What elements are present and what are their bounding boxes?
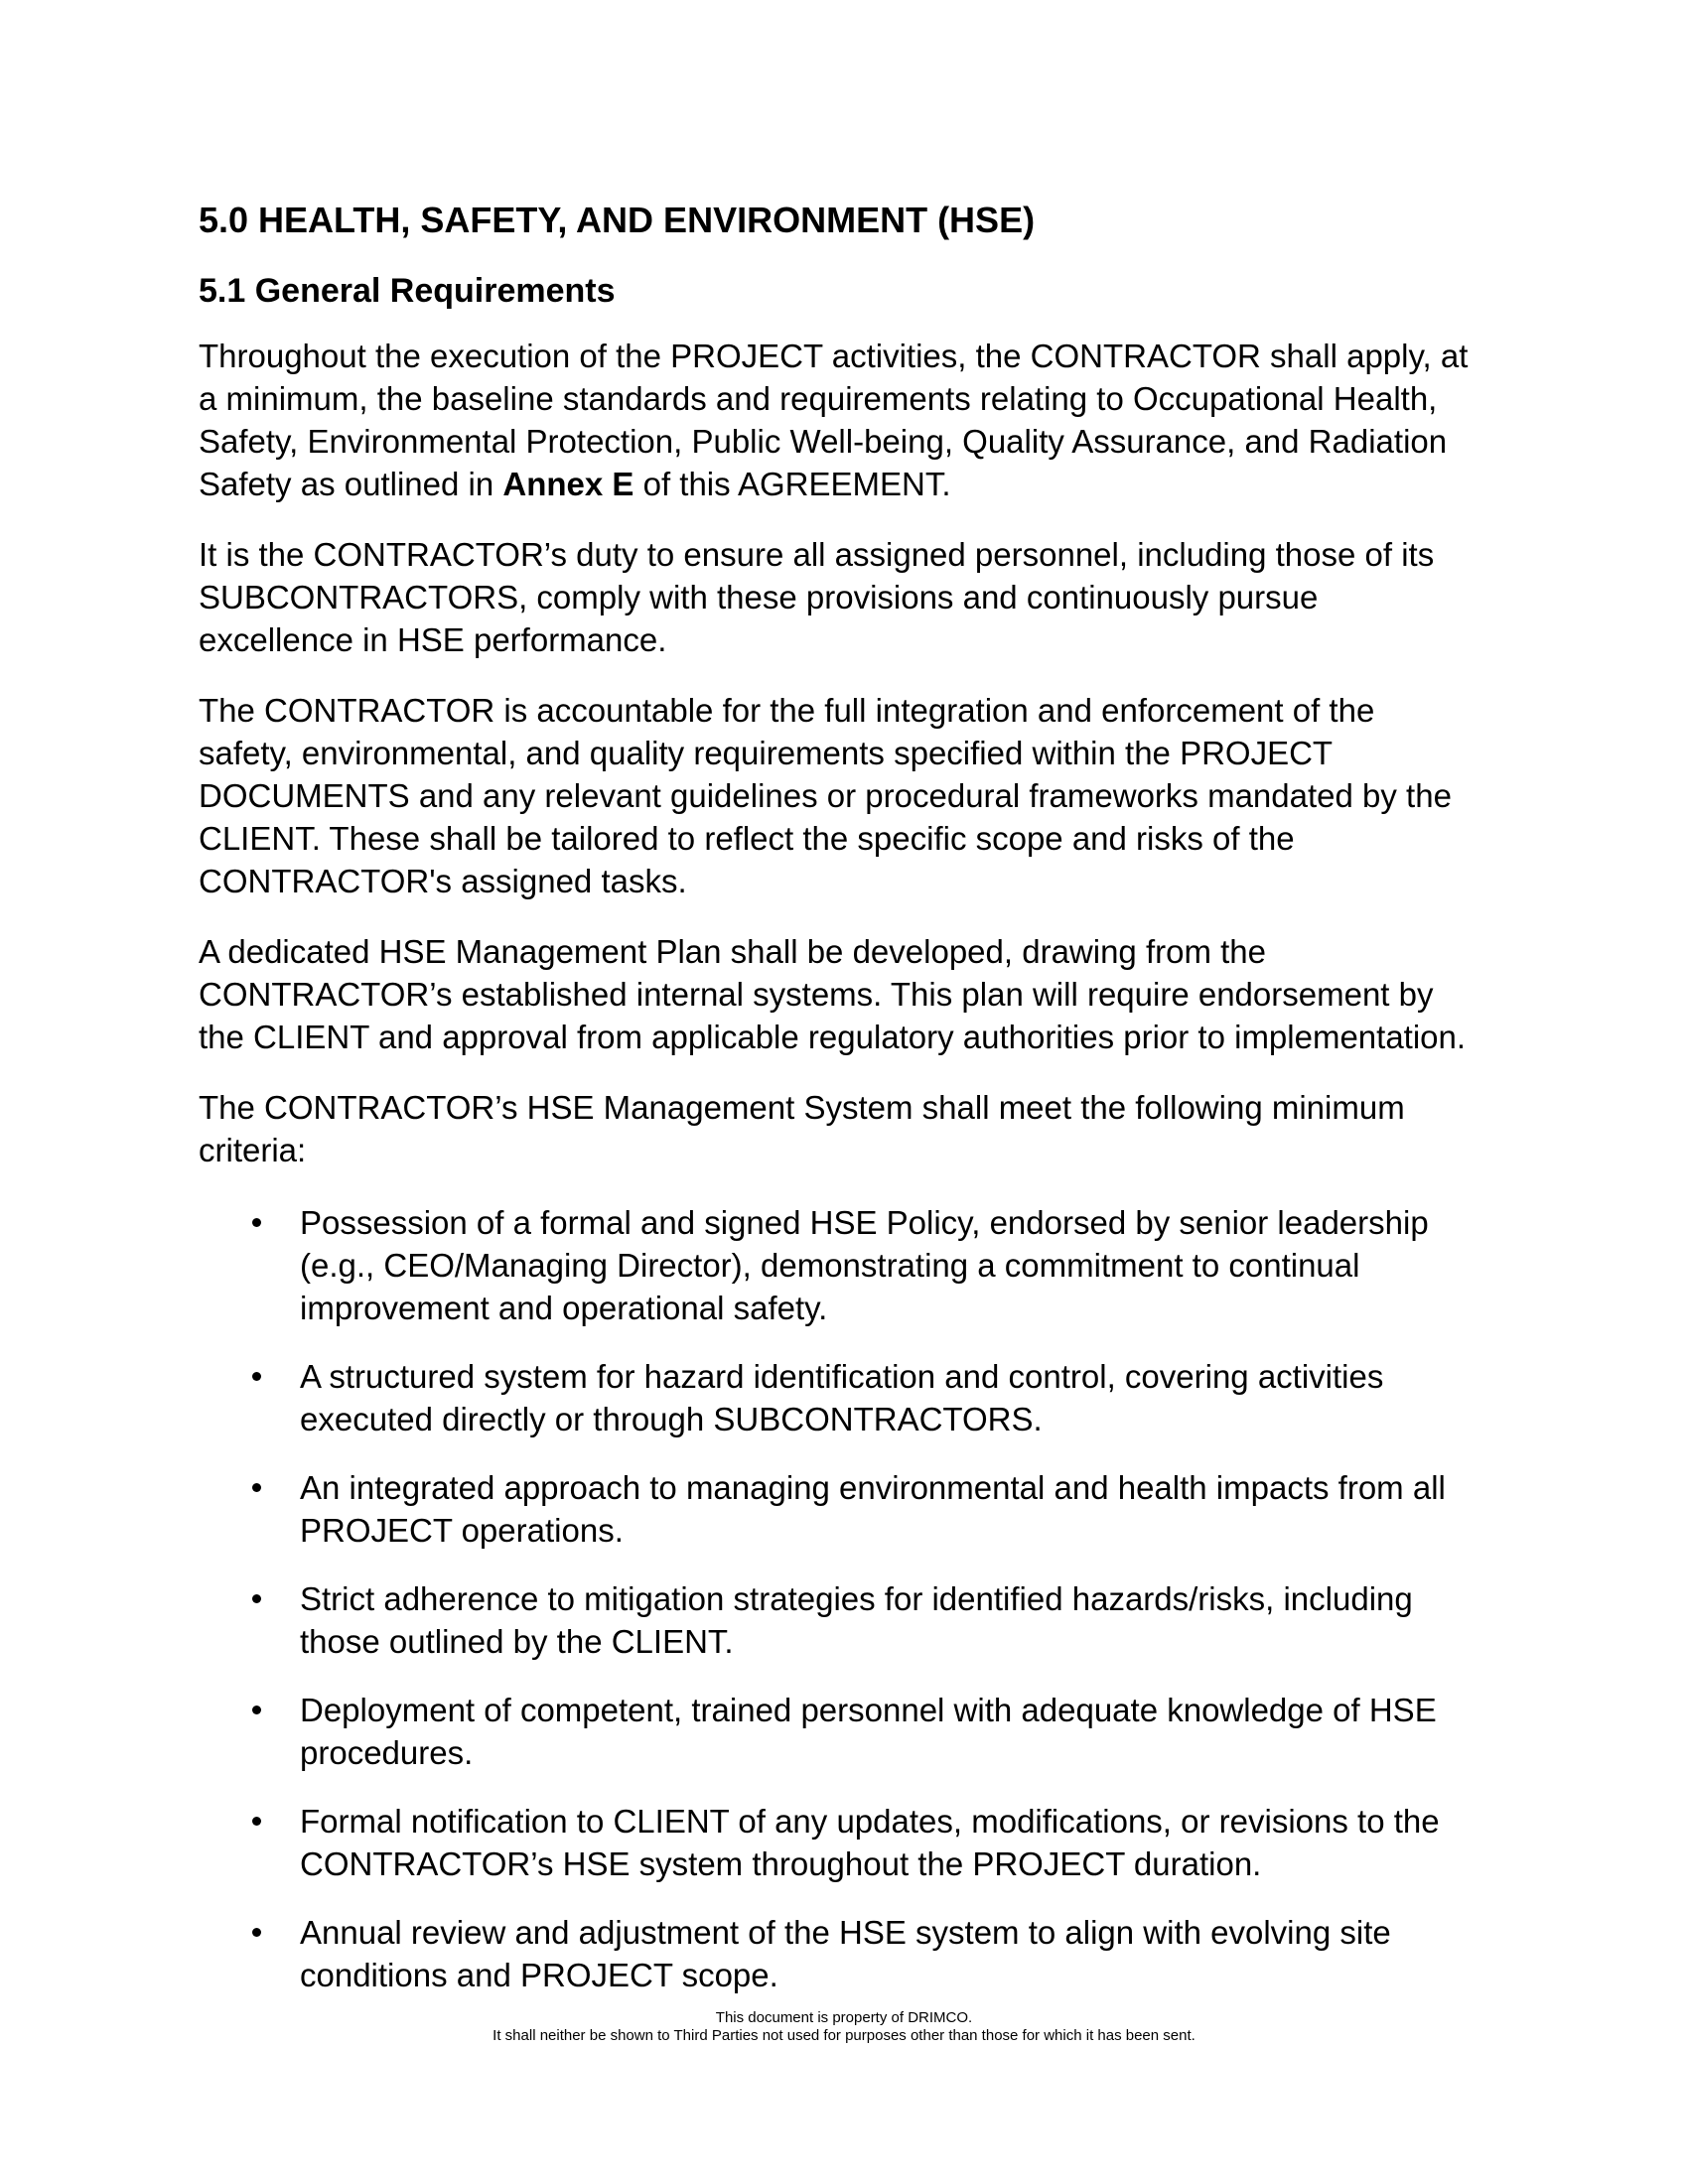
list-item-competent-personnel xyxy=(199,1689,1477,1774)
list-item-annual-review xyxy=(199,1911,1477,1996)
list-item-formal-notification xyxy=(199,1800,1477,1885)
list-item-hse-policy xyxy=(199,1201,1477,1329)
bullet-icon xyxy=(252,1817,261,1826)
bullet-icon xyxy=(252,1594,261,1603)
list-item-integrated-approach xyxy=(199,1466,1477,1552)
list-item-text: A structured system for hazard identification and control, covering activities executed directly or through SUBCONTRACTORS. xyxy=(300,1358,1384,1437)
criteria-list xyxy=(199,1201,1477,1996)
paragraph-criteria-intro: The CONTRACTOR’s HSE Management System shall meet the following minimum criteria: xyxy=(199,1089,1405,1168)
list-item-text: Deployment of competent, trained personnel with adequate knowledge of HSE procedures. xyxy=(300,1692,1437,1771)
bullet-icon xyxy=(252,1928,261,1937)
footer-confidentiality-notice: It shall neither be shown to Third Parties not used for purposes other than those for which it has been sent. xyxy=(492,2027,1196,2044)
paragraph-accountability: The CONTRACTOR is accountable for the full integration and enforcement of the safety, environmental, and quality requirements specified within the PROJECT DOCUMENTS and any relevant guidelines or procedural frameworks mandated by the CLIENT. These shall be tailored to reflect the specific scope and risks of the CONTRACTOR's assigned tasks. xyxy=(199,692,1452,899)
paragraph-hse-management-plan: A dedicated HSE Management Plan shall be developed, drawing from the CONTRACTOR’s established internal systems. This plan will require endorsement by the CLIENT and approval from applicable regulatory authorities prior to implementation. xyxy=(199,933,1467,1055)
section-heading: 5.0 HEALTH, SAFETY, AND ENVIRONMENT (HSE) xyxy=(199,200,1036,240)
bullet-icon xyxy=(252,1483,261,1492)
footer-property-notice: This document is property of DRIMCO. xyxy=(715,2009,973,2026)
document-content xyxy=(199,199,1477,2022)
list-item-hazard-system xyxy=(199,1355,1477,1440)
list-item-text: Annual review and adjustment of the HSE system to align with evolving site conditions and PROJECT scope. xyxy=(300,1914,1391,1993)
paragraph-text-after-annex: of this AGREEMENT. xyxy=(633,466,951,502)
paragraph-text-before-annex: Throughout the execution of the PROJECT activities, the CONTRACTOR shall apply, at a minimum, the baseline standards and requirements relating to Occupational Health, Safety, Environmental Protection, Public Well-being, Quality Assurance, and Radiation Safety as outlined in xyxy=(199,338,1469,502)
bullet-icon xyxy=(252,1372,261,1381)
list-item-text: Possession of a formal and signed HSE Policy, endorsed by senior leadership (e.g., CEO/Managing Director), demonstrating a commitment to continual improvement and operational safety. xyxy=(300,1204,1429,1326)
footer xyxy=(0,2009,1688,2045)
paragraph-baseline-standards xyxy=(199,335,1477,505)
paragraph-contractor-duty: It is the CONTRACTOR’s duty to ensure all assigned personnel, including those of its SUBCONTRACTORS, comply with these provisions and continuously pursue excellence in HSE performance. xyxy=(199,536,1435,658)
list-item-text: Formal notification to CLIENT of any updates, modifications, or revisions to the CONTRACTOR’s HSE system throughout the PROJECT duration. xyxy=(300,1803,1440,1882)
subsection-heading: 5.1 General Requirements xyxy=(199,272,616,310)
bullet-icon xyxy=(252,1706,261,1714)
annex-e-reference: Annex E xyxy=(502,466,634,502)
list-item-text: Strict adherence to mitigation strategies for identified hazards/risks, including those outlined by the CLIENT. xyxy=(300,1580,1413,1660)
bullet-icon xyxy=(252,1218,261,1227)
list-item-text: An integrated approach to managing environmental and health impacts from all PROJECT operations. xyxy=(300,1469,1446,1549)
list-item-mitigation-adherence xyxy=(199,1577,1477,1663)
